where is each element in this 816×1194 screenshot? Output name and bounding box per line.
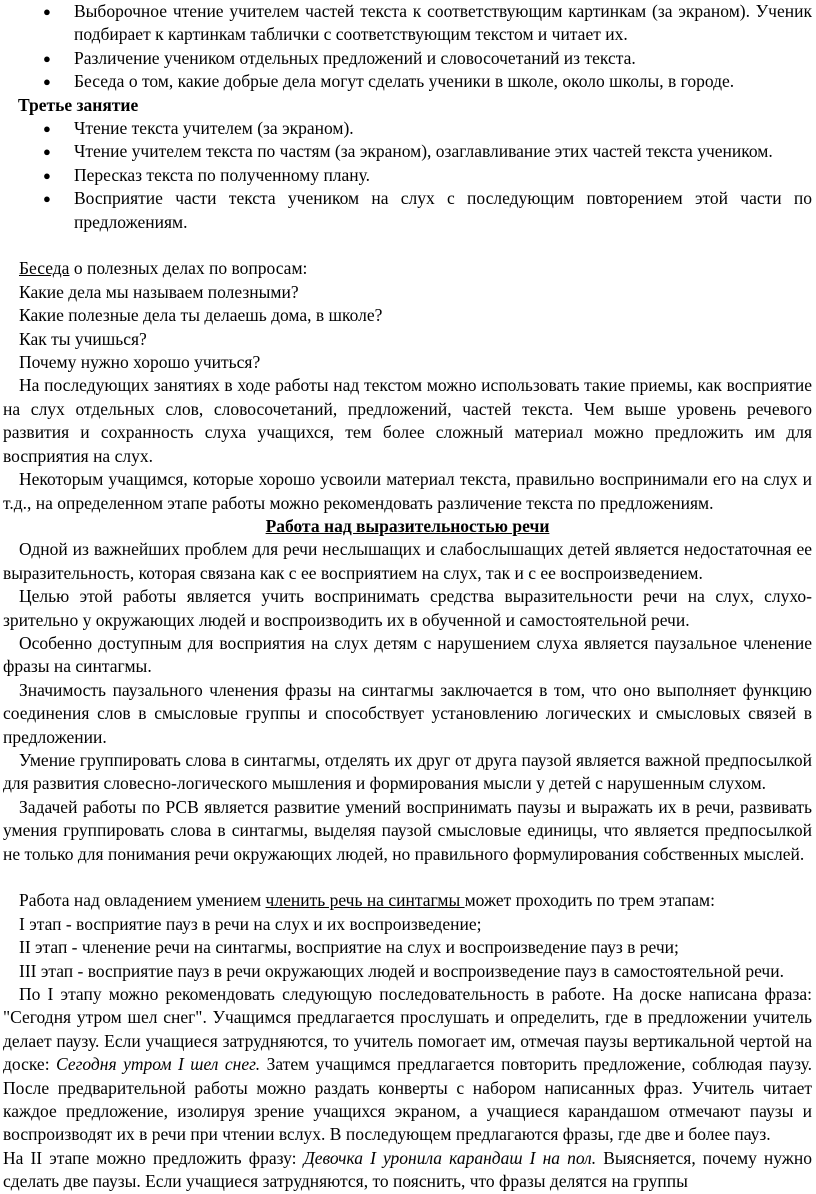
list-item: ● Выборочное чтение учителем частей текста к соответствующим картинкам (за экраном). Ученик подбирает к картинкам таблички с соответствующим текстом и читает их. (43, 1, 812, 45)
lesson-heading: Третье занятие (18, 94, 139, 115)
stage-line: II этап - членение речи на синтагмы, восприятие на слух и воспроизведение пауз в речи; (19, 937, 679, 958)
list-item: ● Чтение учителем текста по частям (за экраном), озаглавливание этих частей текста учеником. (74, 140, 812, 163)
paragraph: На II этапе можно предложить фразу: Девочка I уронила карандаш I на пол. Выясняется, почему нужно сделать две паузы. Если учащиеся затрудняются, то пояснить, что фразы делятся на группы (3, 1147, 812, 1192)
question-line: Почему нужно хорошо учиться? (19, 352, 261, 373)
paragraph: Целью этой работы является учить воспринимать средства выразительности речи на слух, слухо-зрительно у окружающих людей и воспроизводить их в обученной и самостоятельной речи. (3, 586, 812, 630)
question-line: Как ты учишься? (19, 328, 147, 349)
paragraph: Одной из важнейших проблем для речи неслышащих и слабослышащих детей является недостаточная ее выразительность, которая связана как с ее восприятием на слух, так и с ее воспроизведением. (3, 539, 812, 583)
bullet-icon: ● (43, 144, 51, 160)
paragraph: Задачей работы по РСВ является развитие умений воспринимать паузы и выражать их в речи, развивать умения группировать слова в синтагмы, выделяя паузой смысловые единицы, что является предпосылкой не только для понимания речи окружающих людей, но правильного формулирования собственных мыслей. (3, 796, 812, 864)
list-item: ● Различение учеником отдельных предложений и словосочетаний из текста. (74, 47, 812, 70)
paragraph: По I этапу можно рекомендовать следующую последовательность в работе. На доске написана фраза: "Сегодня утром шел снег". Учащимся предлагается прослушать и определить, где в предложении учитель делает паузу. Если учащиеся затрудняются, то учитель помогает им, отмечая паузы вертикальной чертой на доске: Сегодня утром I шел снег. Затем учащимся предлагается повторить предложение, соблюдая паузу. После предварительной работы можно раздать конверты с набором написанных фраз. Учитель читает каждое предложение, изолируя зрение учащихся экраном, а учащиеся карандашом отмечают паузы и воспроизводят их в речи при чтении вслух. В последующем предлагаются фразы, где две и более пауз. (3, 984, 812, 1145)
stages-intro-underlined: членить речь на синтагмы (265, 890, 465, 911)
bullet-icon: ● (43, 121, 51, 137)
paragraph: На последующих занятиях в ходе работы над текстом можно использовать такие приемы, как восприятие на слух отдельных слов, словосочетаний, предложений, частей текста. Чем выше уровень речевого развития и сохранность слуха учащихся, тем более сложный материал можно предложить им для восприятия на слух. (3, 375, 812, 466)
activity-list-1 (3, 0, 812, 94)
list-item: ● Восприятие части текста учеником на слух с последующим повторением этой части по предложениям. (43, 188, 812, 232)
example-phrase: Сегодня утром I шел снег. (56, 1054, 261, 1075)
example-phrase: Девочка I уронила карандаш I на пол. (303, 1147, 597, 1168)
paragraph: Некоторым учащимся, которые хорошо усвоили материал текста, правильно воспринимали его на слух и т.д., на определенном этапе работы можно рекомендовать различение текста по предложениям. (3, 469, 812, 513)
list-item: ● Беседа о том, какие добрые дела могут сделать ученики в школе, около школы, в городе. (74, 70, 812, 93)
stages-intro: Работа над овладением умением членить речь на синтагмы может проходить по трем этапам: (19, 890, 715, 911)
conversation-word: Беседа (19, 258, 70, 279)
question-line: Какие полезные дела ты делаешь дома, в школе? (19, 305, 383, 326)
stage-line: III этап - восприятие пауз в речи окружающих людей и воспроизведение пауз в самостоятельной речи. (19, 960, 784, 981)
paragraph: Значимость паузального членения фразы на синтагмы заключается в том, что оно выполняет функцию соединения слов в смысловые группы и способствует установлению логических и смысловых связей в предложении. (3, 679, 812, 747)
bullet-icon: ● (43, 191, 51, 207)
bullet-icon: ● (43, 4, 51, 19)
list-item: ● Пересказ текста по полученному плану. (74, 164, 812, 187)
question-line: Какие дела мы называем полезными? (19, 281, 299, 302)
activity-list-2 (3, 117, 812, 234)
spacer (3, 866, 812, 889)
bullet-icon: ● (43, 74, 51, 90)
paragraph: Особенно доступным для восприятия на слух детям с нарушением слуха является паузальное членение фразы на синтагмы. (3, 632, 812, 677)
list-item: ● Чтение текста учителем (за экраном). (74, 117, 812, 140)
spacer (3, 234, 812, 257)
stage-line: I этап - восприятие пауз в речи на слух и их воспроизведение; (19, 913, 482, 934)
conversation-intro: Беседа о полезных делах по вопросам: (19, 258, 308, 279)
bullet-icon: ● (43, 167, 51, 183)
section-title: Работа над выразительностью речи (265, 515, 550, 536)
bullet-icon: ● (43, 50, 51, 66)
paragraph: Умение группировать слова в синтагмы, отделять их друг от друга паузой является важной предпосылкой для развития словесно-логического мышления и формирования мысли у детей с нарушенным слухом. (3, 749, 812, 794)
